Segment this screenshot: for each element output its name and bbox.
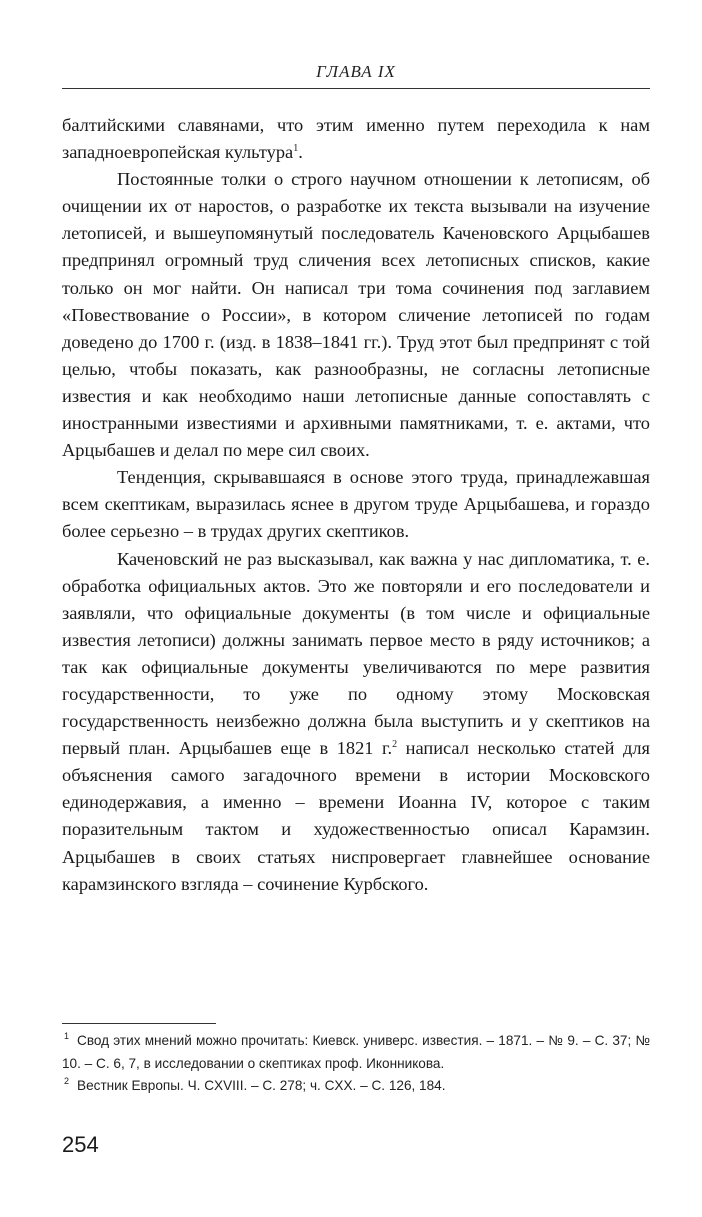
paragraph-3 bbox=[62, 464, 650, 545]
paragraph-text: Тенденция, скрывавшаяся в основе этого труда, принадлежавшая всем скептикам, выразилась яснее в другом труде Арцыбашева, и гораздо более серьезно – в трудах других скептиков. bbox=[62, 467, 650, 542]
paragraph-2 bbox=[62, 166, 650, 464]
footnote-2 bbox=[62, 1075, 650, 1098]
footnote-ref[interactable]: 2 bbox=[392, 739, 398, 751]
running-header: ГЛАВА IX bbox=[316, 62, 396, 81]
body-text bbox=[62, 112, 650, 898]
footnote-text: Вестник Европы. Ч. CXVIII. – С. 278; ч. CXX. – С. 126, 184. bbox=[77, 1078, 446, 1093]
paragraph-4 bbox=[62, 546, 650, 898]
paragraph-text: Каченовский не раз высказывал, как важна у нас дипломатика, т. е. обработка официальных актов. Это же повторяли и его последователи и заявляли, что официальные документы (в том числе и официальные известия летописи) должны занимать первое место в ряду источников; а так как официальные документы увеличиваются по мере развития государственности, то уже по одному этому Московская государственность неизбежно должна была выступить и у скептиков на первый план. Арцыбашев еще в 1821 г. bbox=[62, 548, 650, 759]
paragraph-text: написал несколько статей для объяснения самого загадочного времени в истории Московского единодержавия, а именно – времени Иоанна IV, которое с таким поразительным тактом и художественностью описал Карамзин. Арцыбашев в своих статьях ниспровергает главнейшее основание карамзинского взгляда – сочинение Курбского. bbox=[62, 738, 650, 894]
footnote-rule bbox=[62, 1023, 216, 1024]
header-rule bbox=[62, 88, 650, 89]
footnote-1 bbox=[62, 1030, 650, 1075]
footnote-mark: 1 bbox=[64, 1031, 70, 1042]
paragraph-tail: . bbox=[298, 142, 303, 163]
paragraph-1 bbox=[62, 112, 650, 166]
paragraph-text: Постоянные толки о строго научном отношении к летописям, об очищении их от наростов, о разработке их текста вызывали на изучение летописей, и вышеупомянутый последователь Каченовского Арцыбашев предпринял огромный труд сличения всех летописных списков, какие только он мог найти. Он написал три тома сочинения под заглавием «Повествование о России», в котором сличение летописей по годам доведено до 1700 г. (изд. в 1838–1841 гг.). Труд этот был предпринят с той целью, чтобы показать, как разнообразны, не согласны летописные известия и как необходимо наши летописные данные сопоставлять с иностранными известиями и архивными памятниками, т. е. актами, что Арцыбашев и делал по мере сил своих. bbox=[62, 169, 650, 461]
footnotes bbox=[62, 1030, 650, 1098]
footnote-ref[interactable]: 1 bbox=[293, 142, 299, 154]
footnote-mark: 2 bbox=[64, 1076, 70, 1087]
paragraph-text: балтийскими славянами, что этим именно путем переходила к нам западноевропейская культура bbox=[62, 115, 650, 163]
footnote-text: Свод этих мнений можно прочитать: Киевск. универс. известия. – 1871. – № 9. – С. 37; № 10. – С. 6, 7, в исследовании о скептиках проф. Иконникова. bbox=[62, 1033, 650, 1071]
page-number: 254 bbox=[62, 1132, 99, 1157]
